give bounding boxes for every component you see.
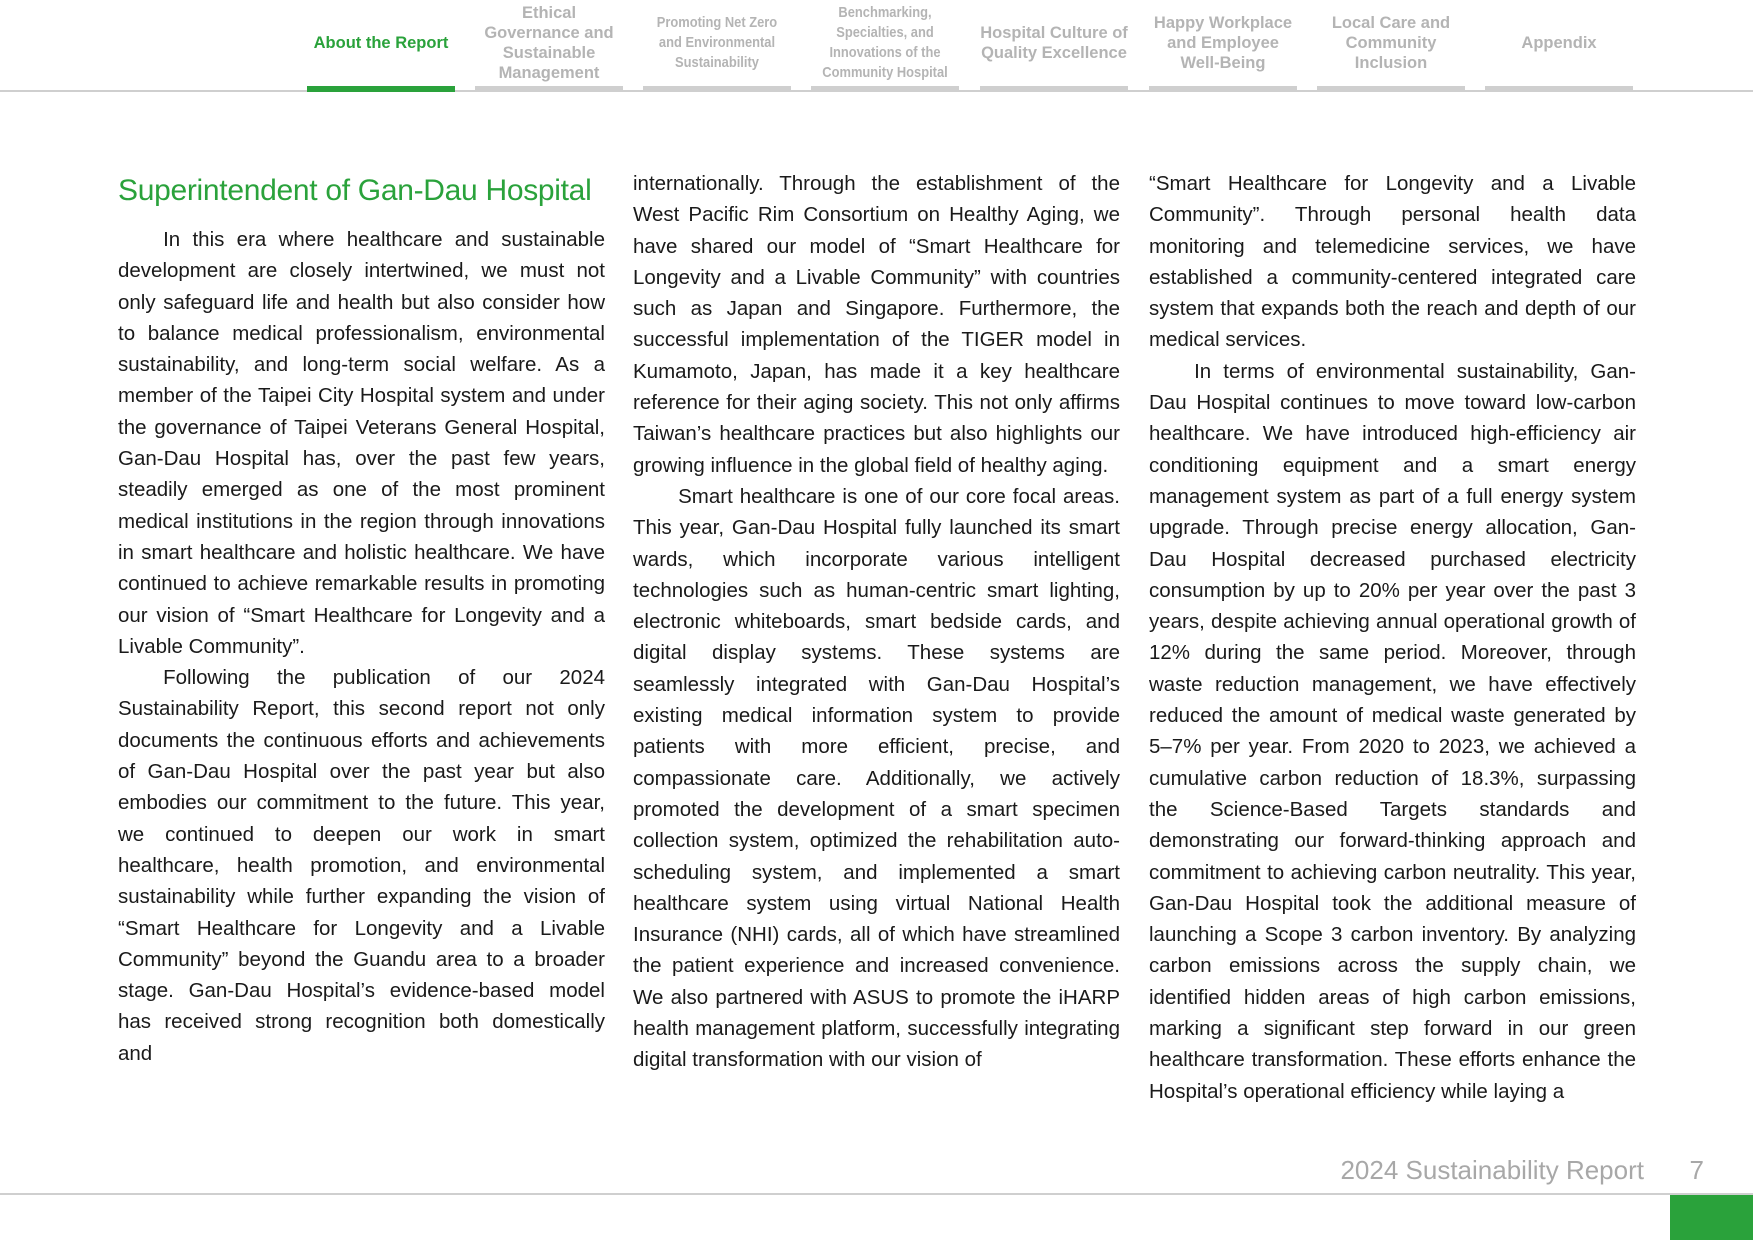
- column-1: [118, 168, 605, 1069]
- paragraph: internationally. Through the establishment of the West Pacific Rim Consortium on Healthy Aging, we have shared our model of “Smart Healthcare for Longevity and a Livable Community” with countries such as Japan and Singapore. Furthermore, the successful implementation of the TIGER model in Kumamoto, Japan, has made it a key healthcare reference for their aging society. This not only affirms Taiwan’s healthcare practices but also highlights our growing influence in the global field of healthy aging.: [633, 172, 1120, 477]
- report-title: 2024 Sustainability Report: [1340, 1155, 1644, 1185]
- paragraph: “Smart Healthcare for Longevity and a Livable Community”. Through personal health data monitoring and telemedicine services, we have established a community-centered integrated care system that expands both the reach and depth of our medical services.: [1149, 172, 1636, 352]
- tab-benchmarking[interactable]: [811, 0, 959, 92]
- column-3: [1149, 168, 1636, 1107]
- tab-appendix[interactable]: [1485, 0, 1633, 92]
- tab-label: Promoting Net Zero and Environmental Sustainability: [656, 14, 778, 71]
- paragraph: In terms of environmental sustainability, Gan-Dau Hospital continues to move toward low-carbon healthcare. We have introduced high-efficiency air conditioning equipment and a smart energy management system as part of a full energy system upgrade. Through precise energy allocation, Gan-Dau Hospital decreased purchased electricity consumption by up to 20% per year over the past 3 years, despite achieving annual operational growth of 12% during the same period. Moreover, through waste reduction management, we have effectively reduced the amount of medical waste generated by 5–7% per year. From 2020 to 2023, we achieved a cumulative carbon reduction of 18.3%, surpassing the Science-Based Targets standards and demonstrating our forward-thinking approach and commitment to achieving carbon neutrality. This year, Gan-Dau Hospital took the additional measure of launching a Scope 3 carbon inventory. By analyzing carbon emissions across the supply chain, we identified hidden areas of high carbon emissions, marking a significant step forward in our green healthcare transformation. These efforts enhance the Hospital’s operational efficiency while laying a: [1149, 359, 1636, 1103]
- tab-happy-workplace[interactable]: [1149, 0, 1297, 92]
- tab-ethical-governance[interactable]: [475, 0, 623, 92]
- tab-label: Happy Workplace and Employee Well-Being: [1153, 14, 1293, 72]
- tab-label: Benchmarking, Specialties, and Innovations of the Community Hospital: [822, 4, 948, 81]
- paragraph: Smart healthcare is one of our core focal areas. This year, Gan-Dau Hospital fully launched its smart wards, which incorporate various intelligent technologies such as human-centric smart lighting, electronic whiteboards, smart bedside cards, and digital display systems. These systems are seamlessly integrated with Gan-Dau Hospital’s existing medical information system to provide patients with more efficient, precise, and compassionate care. Additionally, we actively promoted the development of a smart specimen collection system, optimized the rehabilitation auto-scheduling system, and implemented a smart healthcare system using virtual National Health Insurance (NHI) cards, all of which have streamlined the patient experience and increased convenience. We also partnered with ASUS to promote the iHARP health management platform, successfully integrating digital transformation with our vision of: [633, 484, 1120, 1072]
- column-2: [633, 168, 1120, 1076]
- section-nav: [0, 0, 1753, 92]
- tab-label: About the Report: [313, 34, 449, 52]
- tab-local-care[interactable]: [1317, 0, 1465, 92]
- tab-label: Local Care and Community Inclusion: [1331, 14, 1451, 72]
- page-number: 7: [1689, 1155, 1704, 1185]
- footer-divider: [0, 1193, 1753, 1195]
- paragraph: Following the publication of our 2024 Sustainability Report, this second report not only documents the continuous efforts and achievements of Gan-Dau Hospital over the past year but also embodies our commitment to the future. This year, we continued to deepen our work in smart healthcare, health promotion, and environmental sustainability while further expanding the vision of “Smart Healthcare for Longevity and a Livable Community” beyond the Guandu area to a broader stage. Gan-Dau Hospital’s evidence-based model has received strong recognition both domestically and: [118, 666, 605, 1065]
- tab-about-the-report[interactable]: [307, 0, 455, 92]
- footer-accent-block: [1670, 1195, 1753, 1240]
- paragraph: In this era where healthcare and sustainable development are closely intertwined, we must not only safeguard life and health but also consider how to balance medical professionalism, environmental sustainability, and long-term social welfare. As a member of the Taipei City Hospital system and under the governance of Taipei Veterans General Hospital, Gan-Dau Hospital has, over the past few years, steadily emerged as one of the most prominent medical institutions in the region through innovations in smart healthcare and holistic healthcare. We have continued to achieve remarkable results in promoting our vision of “Smart Healthcare for Longevity and a Livable Community”.: [118, 228, 605, 658]
- tab-label: Ethical Governance and Sustainable Management: [484, 4, 614, 82]
- tab-hospital-culture[interactable]: [980, 0, 1128, 92]
- tab-label: Appendix: [1521, 34, 1597, 52]
- page-title: Superintendent of Gan-Dau Hospital: [118, 174, 592, 207]
- tab-label: Hospital Culture of Quality Excellence: [980, 24, 1128, 62]
- tab-net-zero[interactable]: [643, 0, 791, 92]
